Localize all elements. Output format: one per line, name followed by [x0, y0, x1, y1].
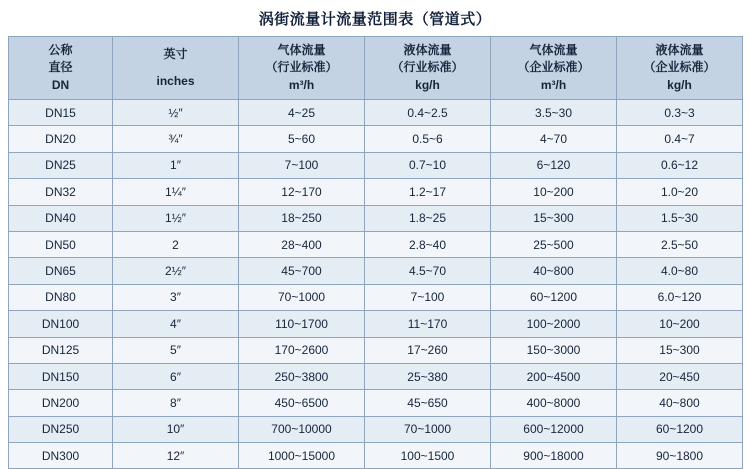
- cell-inch: 2½″: [113, 258, 239, 284]
- flow-range-table: [8, 36, 743, 469]
- cell-gas-industry: 170~2600: [239, 337, 365, 363]
- cell-inch: ¾″: [113, 126, 239, 152]
- cell-dn: DN20: [9, 126, 113, 152]
- cell-inch: 1½″: [113, 205, 239, 231]
- cell-liquid-industry: 45~650: [365, 390, 491, 416]
- cell-liquid-industry: 1.8~25: [365, 205, 491, 231]
- cell-inch: ½″: [113, 100, 239, 126]
- cell-gas-enterprise: 15~300: [491, 205, 617, 231]
- cell-liquid-enterprise: 60~1200: [617, 416, 743, 442]
- cell-gas-enterprise: 4~70: [491, 126, 617, 152]
- table-row: [9, 443, 743, 469]
- header-line-2: （企业标准）: [517, 60, 590, 75]
- table-row: [9, 258, 743, 284]
- cell-liquid-industry: 0.5~6: [365, 126, 491, 152]
- cell-inch: 3″: [113, 284, 239, 310]
- cell-gas-enterprise: 100~2000: [491, 311, 617, 337]
- cell-dn: DN40: [9, 205, 113, 231]
- table-header: [9, 37, 743, 100]
- cell-liquid-enterprise: 40~800: [617, 390, 743, 416]
- header-line-3: inches: [156, 74, 195, 88]
- table-row: [9, 205, 743, 231]
- cell-liquid-industry: 100~1500: [365, 443, 491, 469]
- column-header-liquid-flow-enterprise: [617, 37, 743, 100]
- header-line-2: （企业标准）: [643, 60, 716, 75]
- cell-liquid-enterprise: 0.3~3: [617, 100, 743, 126]
- cell-gas-industry: 18~250: [239, 205, 365, 231]
- cell-gas-industry: 7~100: [239, 152, 365, 178]
- table-row: [9, 231, 743, 257]
- table-row: [9, 152, 743, 178]
- cell-liquid-industry: 0.4~2.5: [365, 100, 491, 126]
- cell-inch: 5″: [113, 337, 239, 363]
- header-line-1: 气体流量: [529, 42, 578, 57]
- header-line-3: kg/h: [667, 77, 692, 92]
- cell-liquid-industry: 17~260: [365, 337, 491, 363]
- table-header-row: [9, 37, 743, 100]
- cell-liquid-enterprise: 0.4~7: [617, 126, 743, 152]
- column-header-gas-flow-enterprise: [491, 37, 617, 100]
- column-header-liquid-flow-industry: [365, 37, 491, 100]
- cell-liquid-enterprise: 6.0~120: [617, 284, 743, 310]
- column-header-nominal-diameter: [9, 37, 113, 100]
- header-line-3: m³/h: [288, 77, 315, 92]
- cell-gas-enterprise: 600~12000: [491, 416, 617, 442]
- header-line-2: （行业标准）: [391, 60, 464, 75]
- cell-gas-industry: 4~25: [239, 100, 365, 126]
- cell-inch: 1¼″: [113, 179, 239, 205]
- table-row: [9, 126, 743, 152]
- cell-gas-industry: 250~3800: [239, 363, 365, 389]
- cell-dn: DN125: [9, 337, 113, 363]
- header-line-3: kg/h: [415, 77, 440, 92]
- cell-gas-industry: 70~1000: [239, 284, 365, 310]
- cell-inch: 2: [113, 231, 239, 257]
- cell-liquid-industry: 2.8~40: [365, 231, 491, 257]
- header-line-3: m³/h: [540, 77, 567, 92]
- table-body: [9, 100, 743, 469]
- table-row: [9, 363, 743, 389]
- page-title: 涡街流量计流量范围表（管道式）: [258, 11, 492, 28]
- table-row: [9, 390, 743, 416]
- cell-liquid-industry: 11~170: [365, 311, 491, 337]
- header-line-1: 液体流量: [655, 42, 704, 57]
- cell-gas-enterprise: 400~8000: [491, 390, 617, 416]
- table-row: [9, 284, 743, 310]
- cell-liquid-enterprise: 2.5~50: [617, 231, 743, 257]
- cell-gas-enterprise: 3.5~30: [491, 100, 617, 126]
- cell-gas-industry: 12~170: [239, 179, 365, 205]
- cell-gas-enterprise: 200~4500: [491, 363, 617, 389]
- cell-liquid-enterprise: 90~1800: [617, 443, 743, 469]
- cell-dn: DN300: [9, 443, 113, 469]
- cell-liquid-enterprise: 10~200: [617, 311, 743, 337]
- table-row: [9, 416, 743, 442]
- cell-inch: 12″: [113, 443, 239, 469]
- cell-dn: DN150: [9, 363, 113, 389]
- cell-dn: DN25: [9, 152, 113, 178]
- cell-dn: DN32: [9, 179, 113, 205]
- cell-gas-industry: 5~60: [239, 126, 365, 152]
- cell-gas-enterprise: 10~200: [491, 179, 617, 205]
- header-line-1: 液体流量: [403, 42, 452, 57]
- cell-gas-industry: 45~700: [239, 258, 365, 284]
- table-row: [9, 100, 743, 126]
- cell-dn: DN100: [9, 311, 113, 337]
- cell-inch: 1″: [113, 152, 239, 178]
- column-header-inches: [113, 37, 239, 100]
- cell-liquid-enterprise: 1.5~30: [617, 205, 743, 231]
- cell-gas-enterprise: 40~800: [491, 258, 617, 284]
- cell-liquid-enterprise: 1.0~20: [617, 179, 743, 205]
- header-line-2: 直径: [48, 60, 73, 75]
- cell-liquid-enterprise: 15~300: [617, 337, 743, 363]
- cell-gas-enterprise: 25~500: [491, 231, 617, 257]
- cell-gas-industry: 700~10000: [239, 416, 365, 442]
- cell-liquid-industry: 1.2~17: [365, 179, 491, 205]
- cell-dn: DN250: [9, 416, 113, 442]
- cell-dn: DN65: [9, 258, 113, 284]
- table-row: [9, 311, 743, 337]
- cell-gas-industry: 110~1700: [239, 311, 365, 337]
- header-line-1: 公称: [48, 42, 73, 57]
- table-row: [9, 179, 743, 205]
- header-line-2: （行业标准）: [265, 60, 338, 75]
- cell-dn: DN200: [9, 390, 113, 416]
- cell-inch: 4″: [113, 311, 239, 337]
- column-header-gas-flow-industry: [239, 37, 365, 100]
- cell-inch: 6″: [113, 363, 239, 389]
- header-line-3: DN: [51, 77, 70, 92]
- cell-inch: 8″: [113, 390, 239, 416]
- cell-inch: 10″: [113, 416, 239, 442]
- header-line-1: 气体流量: [277, 42, 326, 57]
- cell-gas-industry: 28~400: [239, 231, 365, 257]
- cell-gas-industry: 1000~15000: [239, 443, 365, 469]
- cell-dn: DN50: [9, 231, 113, 257]
- cell-dn: DN80: [9, 284, 113, 310]
- cell-dn: DN15: [9, 100, 113, 126]
- header-line-1: 英寸: [163, 46, 188, 61]
- cell-liquid-industry: 4.5~70: [365, 258, 491, 284]
- table-row: [9, 337, 743, 363]
- cell-gas-enterprise: 60~1200: [491, 284, 617, 310]
- cell-gas-industry: 450~6500: [239, 390, 365, 416]
- cell-liquid-industry: 25~380: [365, 363, 491, 389]
- cell-gas-enterprise: 6~120: [491, 152, 617, 178]
- cell-liquid-enterprise: 4.0~80: [617, 258, 743, 284]
- cell-gas-enterprise: 900~18000: [491, 443, 617, 469]
- cell-liquid-enterprise: 0.6~12: [617, 152, 743, 178]
- cell-liquid-industry: 70~1000: [365, 416, 491, 442]
- cell-liquid-enterprise: 20~450: [617, 363, 743, 389]
- cell-gas-enterprise: 150~3000: [491, 337, 617, 363]
- cell-liquid-industry: 7~100: [365, 284, 491, 310]
- cell-liquid-industry: 0.7~10: [365, 152, 491, 178]
